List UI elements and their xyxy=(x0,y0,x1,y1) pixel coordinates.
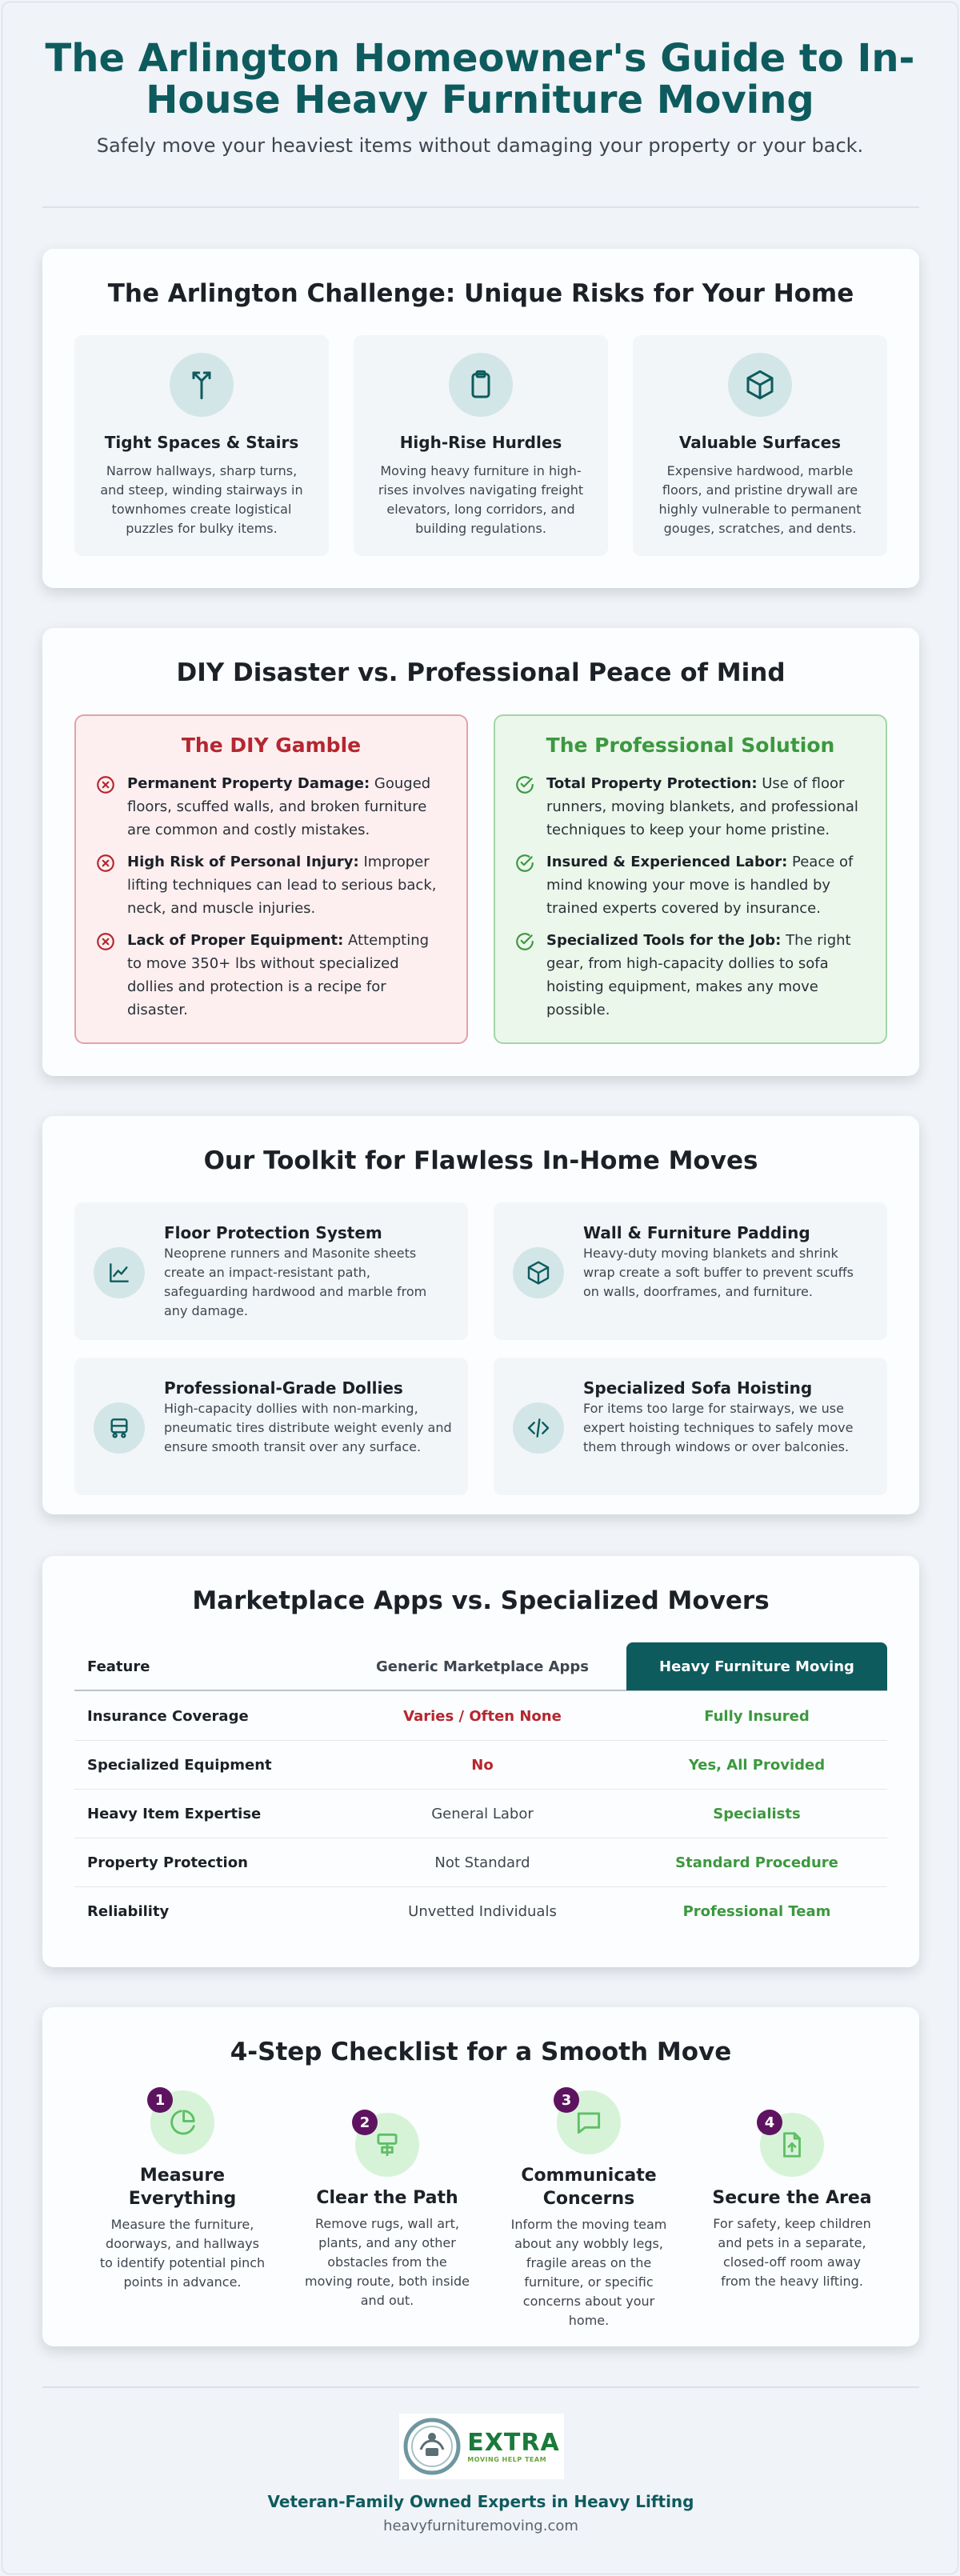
row-generic: General Labor xyxy=(431,1805,534,1822)
challenge-card-desc: Moving heavy furniture in high-rises involves navigating freight elevators, long corridors, and building regulations. xyxy=(378,463,584,536)
logo-emblem-icon xyxy=(403,2418,461,2475)
diy-item xyxy=(95,772,447,842)
footer-url[interactable]: heavyfurnituremoving.com xyxy=(383,2518,578,2534)
path-sign-icon xyxy=(355,2113,419,2177)
table-row xyxy=(74,1692,887,1741)
checklist-step xyxy=(497,2090,681,2330)
company-logo xyxy=(399,2414,564,2479)
row-generic: Not Standard xyxy=(434,1854,530,1871)
toolkit-card-padding xyxy=(494,1202,887,1340)
step-title: Communicate Concerns xyxy=(521,2166,657,2209)
x-circle-icon xyxy=(95,774,118,842)
row-generic: Varies / Often None xyxy=(403,1707,562,1725)
row-feature: Heavy Item Expertise xyxy=(87,1805,262,1822)
challenge-card-title: Tight Spaces & Stairs xyxy=(104,433,299,452)
row-generic: No xyxy=(471,1756,494,1774)
diy-item-bold: Lack of Proper Equipment: xyxy=(127,932,344,949)
row-feature: Property Protection xyxy=(87,1854,248,1871)
pro-heading: The Professional Solution xyxy=(546,734,835,757)
chat-bubble-icon xyxy=(557,2090,621,2154)
challenge-card-desc: Narrow hallways, sharp turns, and steep, winding stairways in townhomes create logistical puzzles for bulky items. xyxy=(100,463,303,536)
toolkit-card-hoisting xyxy=(494,1358,887,1495)
row-generic: Unvetted Individuals xyxy=(408,1902,557,1920)
table-row xyxy=(74,1887,887,1936)
diy-heading: The DIY Gamble xyxy=(181,734,362,757)
step-desc: Inform the moving team about any wobbly legs, fragile areas on the furniture, or specific concerns about your home. xyxy=(510,2217,667,2328)
chart-line-icon xyxy=(94,1247,145,1298)
step-title: Clear the Path xyxy=(316,2188,458,2208)
pro-solution-panel xyxy=(494,714,887,1044)
logo-subtitle: MOVING HELP TEAM xyxy=(467,2455,547,2463)
header-generic: Generic Marketplace Apps xyxy=(376,1658,589,1675)
toolkit-card-desc: Heavy-duty moving blankets and shrink wrap create a soft buffer to prevent scuffs on walls, doorframes, and furniture. xyxy=(583,1246,854,1299)
table-row xyxy=(74,1790,887,1838)
challenge-title: The Arlington Challenge: Unique Risks for Your Home xyxy=(107,279,854,308)
step-number: 4 xyxy=(757,2110,782,2135)
checklist-title: 4-Step Checklist for a Smooth Move xyxy=(230,2038,732,2066)
checklist-step xyxy=(295,2113,479,2310)
step-desc: Measure the furniture, doorways, and hallways to identify potential pinch points in advance. xyxy=(99,2217,266,2290)
toolkit-card-floor-protection xyxy=(74,1202,468,1340)
cube-icon xyxy=(513,1247,564,1298)
diy-gamble-panel xyxy=(74,714,468,1044)
pro-item-text: Use of floor runners, moving blankets, and professional techniques to keep your home pristine. xyxy=(546,775,858,838)
pro-item-text: The right gear, from high-capacity dollies to sofa hoisting equipment, makes any move possible. xyxy=(546,932,851,1018)
toolkit-card-title: Specialized Sofa Hoisting xyxy=(583,1378,813,1398)
page-subtitle: Safely move your heaviest items without damaging your property or your back. xyxy=(96,134,864,157)
page-title: The Arlington Homeowner's Guide to In-House Heavy Furniture Moving xyxy=(45,36,915,122)
toolkit-card-title: Wall & Furniture Padding xyxy=(583,1223,810,1242)
pro-item-bold: Insured & Experienced Labor: xyxy=(546,854,788,870)
infographic-page xyxy=(2,2,958,2574)
row-heavy: Fully Insured xyxy=(704,1707,810,1725)
challenge-card-valuable-surfaces xyxy=(633,335,887,556)
step-desc: For safety, keep children and pets in a separate, closed-off room away from the heavy lifting. xyxy=(713,2216,871,2289)
diy-item xyxy=(95,850,447,920)
check-circle-icon xyxy=(514,931,537,1022)
toolkit-card-dollies xyxy=(74,1358,468,1495)
header-feature: Feature xyxy=(87,1658,150,1675)
step-title: Measure Everything xyxy=(128,2166,237,2209)
table-title: Marketplace Apps vs. Specialized Movers xyxy=(192,1586,770,1615)
diy-item-text: Gouged floors, scuffed walls, and broken furniture are common and costly mistakes. xyxy=(127,775,431,838)
arrow-split-icon xyxy=(170,353,234,417)
header-divider xyxy=(42,206,919,208)
challenge-card-title: Valuable Surfaces xyxy=(678,433,842,452)
file-upload-icon xyxy=(760,2113,824,2177)
diy-item-text: Attempting to move 350+ lbs without specialized dollies and protection is a recipe for disaster. xyxy=(127,932,430,1018)
comparison-title: DIY Disaster vs. Professional Peace of Mind xyxy=(176,658,786,687)
step-desc: Remove rugs, wall art, plants, and any other obstacles from the moving route, both inside and out. xyxy=(305,2216,470,2308)
step-title: Secure the Area xyxy=(712,2188,872,2208)
table-header-row xyxy=(74,1642,887,1691)
challenge-card-desc: Expensive hardwood, marble floors, and pristine drywall are highly vulnerable to permanent gouges, scratches, and dents. xyxy=(658,463,862,536)
check-circle-icon xyxy=(514,853,537,920)
comparison-table-section xyxy=(42,1556,919,1967)
x-circle-icon xyxy=(95,931,118,1022)
step-number: 1 xyxy=(147,2087,173,2113)
footer-divider xyxy=(42,2386,919,2388)
check-circle-icon xyxy=(514,774,537,842)
row-feature: Insurance Coverage xyxy=(87,1707,249,1725)
checklist-step xyxy=(700,2113,884,2291)
footer-tagline: Veteran-Family Owned Experts in Heavy Lifting xyxy=(267,2492,694,2511)
toolkit-title: Our Toolkit for Flawless In-Home Moves xyxy=(203,1146,758,1175)
dolly-icon xyxy=(94,1402,145,1454)
code-brackets-icon xyxy=(513,1402,564,1454)
logo-wordmark: EXTRA xyxy=(467,2428,560,2457)
pro-item xyxy=(514,929,866,1022)
toolkit-card-title: Professional-Grade Dollies xyxy=(164,1378,403,1398)
step-number: 2 xyxy=(352,2110,378,2135)
diy-item-text: Improper lifting techniques can lead to serious back, neck, and muscle injuries. xyxy=(127,854,437,917)
pie-chart-icon xyxy=(150,2090,214,2154)
toolkit-card-desc: Neoprene runners and Masonite sheets create an impact-resistant path, safeguarding hardwood and marble from any damage. xyxy=(164,1246,427,1318)
challenge-section xyxy=(42,249,919,588)
toolkit-section xyxy=(42,1116,919,1514)
toolkit-card-title: Floor Protection System xyxy=(164,1223,382,1242)
row-feature: Reliability xyxy=(87,1902,170,1920)
row-heavy: Professional Team xyxy=(682,1902,831,1920)
pro-item xyxy=(514,772,866,842)
row-heavy: Standard Procedure xyxy=(675,1854,838,1871)
step-number: 3 xyxy=(554,2087,579,2113)
checklist-section xyxy=(42,2007,919,2346)
table-row xyxy=(74,1741,887,1790)
table-row xyxy=(74,1838,887,1887)
diy-item xyxy=(95,929,447,1022)
diy-item-bold: High Risk of Personal Injury: xyxy=(127,854,359,870)
row-heavy: Specialists xyxy=(713,1805,801,1822)
challenge-card-tight-spaces xyxy=(74,335,329,556)
hero xyxy=(2,2,958,158)
checklist-step xyxy=(90,2090,274,2292)
pro-item-bold: Specialized Tools for the Job: xyxy=(546,932,782,949)
header-heavy-furniture: Heavy Furniture Moving xyxy=(626,1642,887,1690)
pro-item xyxy=(514,850,866,920)
row-heavy: Yes, All Provided xyxy=(688,1756,826,1774)
comparison-section xyxy=(42,628,919,1076)
toolkit-card-desc: High-capacity dollies with non-marking, pneumatic tires distribute weight evenly and ensure smooth transit over any surface. xyxy=(164,1401,452,1454)
row-feature: Specialized Equipment xyxy=(87,1756,272,1774)
diy-item-bold: Permanent Property Damage: xyxy=(127,775,370,792)
challenge-card-title: High-Rise Hurdles xyxy=(399,433,562,452)
pro-item-text: Peace of mind knowing your move is handled by trained experts covered by insurance. xyxy=(546,854,854,917)
x-circle-icon xyxy=(95,853,118,920)
cube-icon xyxy=(728,353,792,417)
pro-item-bold: Total Property Protection: xyxy=(546,775,758,792)
toolkit-card-desc: For items too large for stairways, we use expert hoisting techniques to safely move them through windows or over balconies. xyxy=(583,1401,854,1454)
challenge-card-high-rise xyxy=(354,335,608,556)
clipboard-icon xyxy=(449,353,513,417)
